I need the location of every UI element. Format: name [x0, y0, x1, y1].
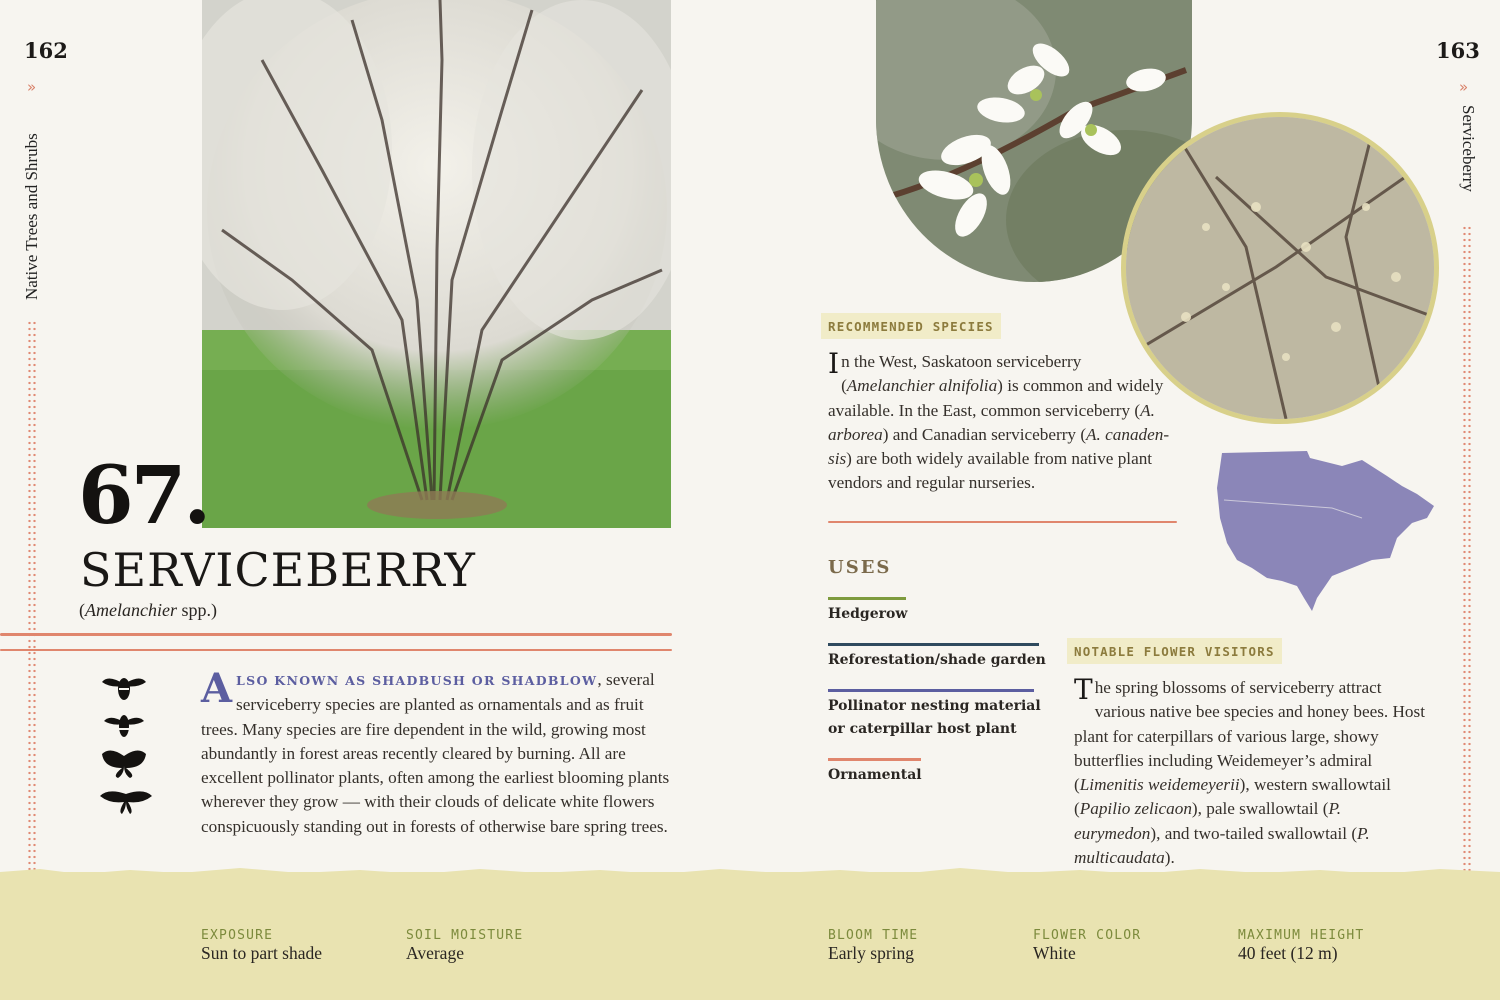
- torn-edge: [0, 864, 1500, 880]
- recommended-italic-3: A. canaden-sis: [828, 424, 1170, 469]
- chevron-down-icon: »: [27, 78, 37, 96]
- butterfly-icon: [100, 748, 148, 778]
- stat-label-maximum-height: MAXIMUM HEIGHT: [1238, 928, 1365, 943]
- stat-exposure: [201, 928, 322, 964]
- latin-genus: Amelanchier: [85, 600, 177, 620]
- moth-icon: [100, 786, 152, 816]
- stat-value-soil-moisture: Average: [406, 943, 464, 963]
- running-head-right: Serviceberry: [1459, 105, 1478, 192]
- use-bar-pollinator: [828, 689, 1034, 692]
- north-america-range-map: [1212, 448, 1437, 614]
- use-item-pollinator: Pollinator nesting material or caterpillar host plant: [828, 698, 1041, 737]
- intro-lead-caps: LSO KNOWN AS SHADBUSH OR SHADBLOW: [236, 673, 598, 688]
- visitors-text-4: ), and two-tailed swallowtail (: [1150, 823, 1358, 843]
- recommended-italic-2: A. arborea: [828, 400, 1155, 444]
- recommended-text-4: ) are both widely available from native plant vendors and regular nurseries.: [828, 449, 1153, 493]
- recommended-dropcap: I: [828, 347, 840, 380]
- recommended-text-3: ) and Canadian serviceberry (: [882, 424, 1087, 444]
- chevron-down-icon: »: [1459, 78, 1469, 96]
- stat-maximum-height: [1238, 928, 1364, 964]
- stat-value-flower-color: White: [1033, 943, 1076, 963]
- uses-heading: USES: [828, 557, 892, 578]
- stat-label-soil-moisture: SOIL MOISTURE: [406, 928, 524, 943]
- entry-number: 67.: [78, 448, 209, 542]
- title-rule-top: [0, 633, 672, 636]
- page-number-left: 162: [24, 38, 68, 63]
- use-item-hedgerow: Hedgerow: [828, 606, 908, 622]
- serviceberry-shrub-photo: [202, 0, 671, 528]
- visitors-italic-1: Limenitis weidemeyerii: [1079, 775, 1240, 795]
- stat-soil-moisture: [406, 928, 523, 964]
- visitors-text-1: he spring blossoms of serviceberry attract various native bee species and honey bees. Host plant for caterpillars of various large, showy butterflies including Weidemeyer’s admiral (: [1074, 678, 1425, 795]
- stat-value-bloom-time: Early spring: [828, 943, 915, 963]
- pollinator-icon-column: [100, 672, 150, 816]
- recommended-text-2: ) is common and widely available. In the East, common serviceberry (: [828, 376, 1164, 420]
- intro-paragraph: [201, 665, 673, 839]
- stat-flower-color: [1033, 928, 1141, 964]
- visitors-text-5: ).: [1164, 848, 1175, 868]
- use-bar-hedgerow: [828, 597, 906, 600]
- stat-bloom-time: [828, 928, 918, 964]
- stat-label-exposure: EXPOSURE: [201, 928, 274, 943]
- latin-paren-open: (: [79, 600, 85, 620]
- use-item-reforestation: Reforestation/shade garden: [828, 652, 1046, 668]
- stat-value-maximum-height: 40 feet (12 m): [1238, 943, 1338, 963]
- intro-body: , several serviceberry species are planted as ornamentals and as fruit trees. Many species are fire dependent in the wild, growing most abundantly in forest areas recently cleared by burning. All are excellent pollinator plants, often among the earliest blooming plants wherever they grow — with their clouds of delicate white flowers conspicuously standing out in forests of otherwise bare spring trees.: [201, 670, 670, 836]
- title-rule-bottom: [0, 649, 672, 651]
- recommended-text-1: n the West, Saskatoon serviceberry (: [841, 352, 1082, 396]
- stat-label-bloom-time: BLOOM TIME: [828, 928, 919, 943]
- recommended-species-label: RECOMMENDED SPECIES: [821, 313, 1001, 339]
- intro-dropcap: A: [201, 665, 233, 712]
- use-item-ornamental: Ornamental: [828, 767, 922, 783]
- visitors-italic-4: P. multicaudata: [1074, 823, 1370, 868]
- latin-suffix: spp.): [176, 600, 217, 620]
- visitors-text-3: ), pale swallowtail (: [1191, 799, 1329, 819]
- bee-icon: [100, 710, 148, 740]
- stat-value-exposure: Sun to part shade: [201, 943, 323, 963]
- visitors-italic-3: P. eurymedon: [1074, 799, 1342, 843]
- bumble-bee-icon: [100, 672, 148, 702]
- stat-label-flower-color: FLOWER COLOR: [1033, 928, 1142, 943]
- visitors-dropcap: T: [1074, 673, 1093, 706]
- plant-title: SERVICEBERRY: [80, 543, 476, 597]
- visitors-italic-2: Papilio zelicaon: [1079, 799, 1192, 819]
- page-number-right: 163: [1436, 38, 1480, 63]
- running-head-left: Native Trees and Shrubs: [22, 133, 41, 300]
- flower-visitors-text: [1074, 673, 1429, 870]
- flower-visitors-label: NOTABLE FLOWER VISITORS: [1067, 638, 1282, 664]
- recommended-italic-1: Amelanchier alnifolia: [846, 376, 998, 396]
- recommended-species-text: [828, 347, 1173, 496]
- visitors-text-2: ), western swallowtail (: [1074, 775, 1391, 819]
- use-bar-ornamental: [828, 758, 921, 761]
- use-bar-reforestation: [828, 643, 1039, 646]
- latin-name: [79, 600, 217, 621]
- recommended-rule: [828, 521, 1177, 523]
